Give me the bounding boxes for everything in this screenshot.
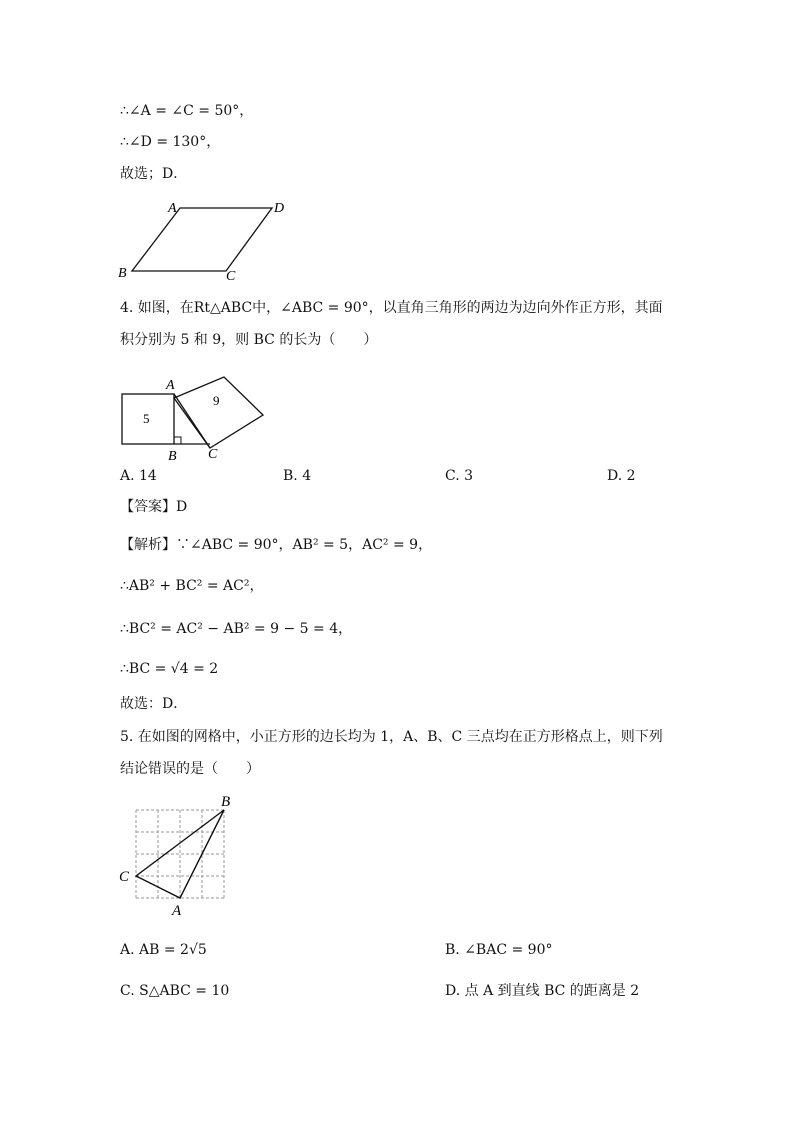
- area-label-left: 5: [143, 411, 150, 426]
- grid-lines: [136, 810, 224, 898]
- vertex-label-B: B: [118, 266, 127, 281]
- grid-triangle-figure: [114, 790, 244, 920]
- analysis-line-4: ∴BC = √4 = 2: [120, 661, 219, 677]
- question-4-line-1: 4. 如图，在Rt△ABC中，∠ABC = 90°，以直角三角形的两边为边向外作正方形，其面: [120, 300, 663, 316]
- area-label-right: 9: [213, 393, 220, 408]
- right-square: [174, 377, 263, 448]
- parallelogram-figure: [112, 196, 292, 282]
- choose-line-q3: 故选；D．: [120, 166, 188, 182]
- triangle-ABC: [136, 810, 224, 898]
- q4-option-B: B. 4: [283, 468, 312, 484]
- vertex-label-D: D: [274, 201, 285, 216]
- solution-line-2: ∴∠D = 130°，: [120, 134, 221, 150]
- triangle-side-AC: [174, 394, 210, 448]
- q4-option-A: A. 14: [120, 468, 157, 484]
- analysis-line-2: ∴AB² + BC² = AC²，: [120, 578, 264, 594]
- vertex-label-B: B: [221, 794, 231, 810]
- analysis-line-3: ∴BC² = AC² − AB² = 9 − 5 = 4，: [120, 621, 353, 637]
- q4-option-C: C. 3: [445, 468, 474, 484]
- parallelogram-shape: [132, 208, 272, 271]
- q5-option-B: B. ∠BAC = 90°: [445, 942, 553, 958]
- vertex-label-C: C: [226, 269, 236, 282]
- q4-option-D: D. 2: [607, 468, 636, 484]
- vertex-label-C: C: [119, 869, 130, 885]
- squares-triangle-figure: [112, 374, 272, 464]
- vertex-label-A: A: [168, 201, 177, 216]
- vertex-label-A: A: [166, 378, 175, 393]
- vertex-label-B: B: [168, 449, 177, 464]
- q5-option-C: C. S△ABC = 10: [120, 983, 230, 999]
- question-5-line-2: 结论错误的是（ ）: [120, 761, 260, 777]
- question-4-line-2: 积分别为 5 和 9，则 BC 的长为（ ）: [120, 332, 378, 348]
- right-angle-mark: [174, 437, 181, 444]
- vertex-label-A: A: [172, 903, 182, 919]
- answer-line: 【答案】D: [120, 499, 188, 515]
- solution-line-1: ∴∠A = ∠C = 50°，: [120, 103, 254, 119]
- q5-option-D: D. 点 A 到直线 BC 的距离是 2: [445, 983, 640, 999]
- vertex-label-C: C: [208, 447, 218, 462]
- question-5-line-1: 5. 在如图的网格中，小正方形的边长均为 1，A、B、C 三点均在正方形格点上，则下列: [120, 729, 663, 745]
- choose-line-q4: 故选：D．: [120, 696, 188, 712]
- analysis-line-1: 【解析】∵∠ABC = 90°，AB² = 5，AC² = 9，: [120, 537, 433, 553]
- q5-option-A: A. AB = 2√5: [120, 942, 207, 958]
